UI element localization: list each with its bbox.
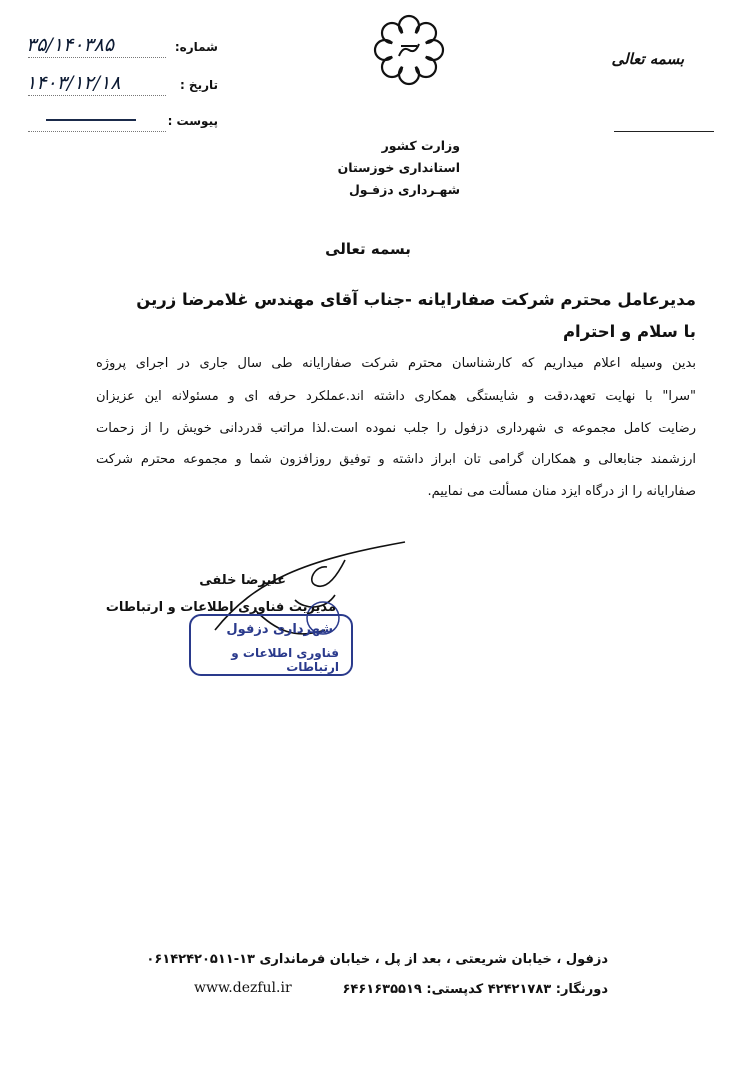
letter-number-dots — [28, 57, 166, 58]
letter-date-row — [18, 72, 228, 100]
top-right-rule — [614, 131, 714, 132]
letter-bismillah: بسمه تعالی — [325, 240, 411, 258]
footer-website-link[interactable]: www.dezful.ir — [194, 980, 292, 996]
letter-date-value: ۱۴۰۳/۱۲/۱۸ — [26, 72, 121, 94]
letter-date-dots — [28, 95, 166, 96]
letter-date-label: تاریخ : — [179, 78, 218, 92]
municipality-emblem-icon — [371, 12, 447, 88]
bismillah-top: بسمه تعالی — [611, 50, 684, 68]
body-line-3: رضایت کامل مجموعه ی شهرداری دزفول را جلب نموده است.لذا مراتب قدردانی خویش را از زحمات — [96, 421, 696, 436]
signatory-name: علیرضا خلفی — [199, 573, 286, 588]
footer-fax-postal: دورنگار: ۴۲۴۲۱۷۸۳ کدپستی: ۶۴۶۱۶۳۵۵۱۹ — [342, 982, 608, 997]
body-line-5: صفارایانه را از درگاه ایزد منان مسألت می نماییم. — [427, 484, 696, 499]
signatory-title: مدیریت فناوری اطلاعات و ارتباطات — [105, 600, 336, 615]
letter-greeting: با سلام و احترام — [562, 322, 696, 341]
letter-number-row — [18, 34, 228, 62]
letter-number-label: شماره: — [174, 40, 218, 54]
letter-attachment-row — [18, 108, 228, 136]
stamp-municipality: شهرداری دزفول — [226, 622, 333, 637]
footer-address: دزفول ، خیابان شریعتی ، بعد از پل ، خیابان فرمانداری ۱۳-۰۶۱۴۲۴۲۰۵۱۱ — [146, 952, 608, 967]
stamp-department: فناوری اطلاعات و ارتباطات — [231, 646, 339, 674]
department-stamp — [189, 614, 353, 676]
org-ministry: وزارت کشور — [381, 138, 460, 153]
body-line-2: "سرا" با نهایت تعهد،دقت و شایستگی همکاری داشته اند.عملکرد حرفه ای و مسئولانه این عزیزان — [96, 389, 696, 404]
attachment-dash — [46, 119, 136, 121]
letter-attachment-dots — [28, 131, 166, 132]
letter-addressee: مدیرعامل محترم شرکت صفارایانه -جناب آقای مهندس غلامرضا زرین — [136, 290, 696, 309]
letter-number-value: ۳۵/۱۴۰۳۸۵ — [26, 34, 115, 56]
letter-attachment-label: پیوست : — [167, 114, 218, 128]
org-municipality: شهـرداری دزفـول — [348, 182, 460, 197]
body-line-1: بدین وسیله اعلام میداریم که کارشناسان محترم شرکت صفارایانه طی سال جاری در اجرای پروژه — [96, 356, 696, 371]
body-line-4: ارزشمند جنابعالی و همکاران گرامی تان ابراز داشته و توفیق روزافزون شما و مجموعه محترم شرکت — [96, 452, 696, 467]
org-governorate: استانداری خوزستان — [337, 160, 460, 175]
